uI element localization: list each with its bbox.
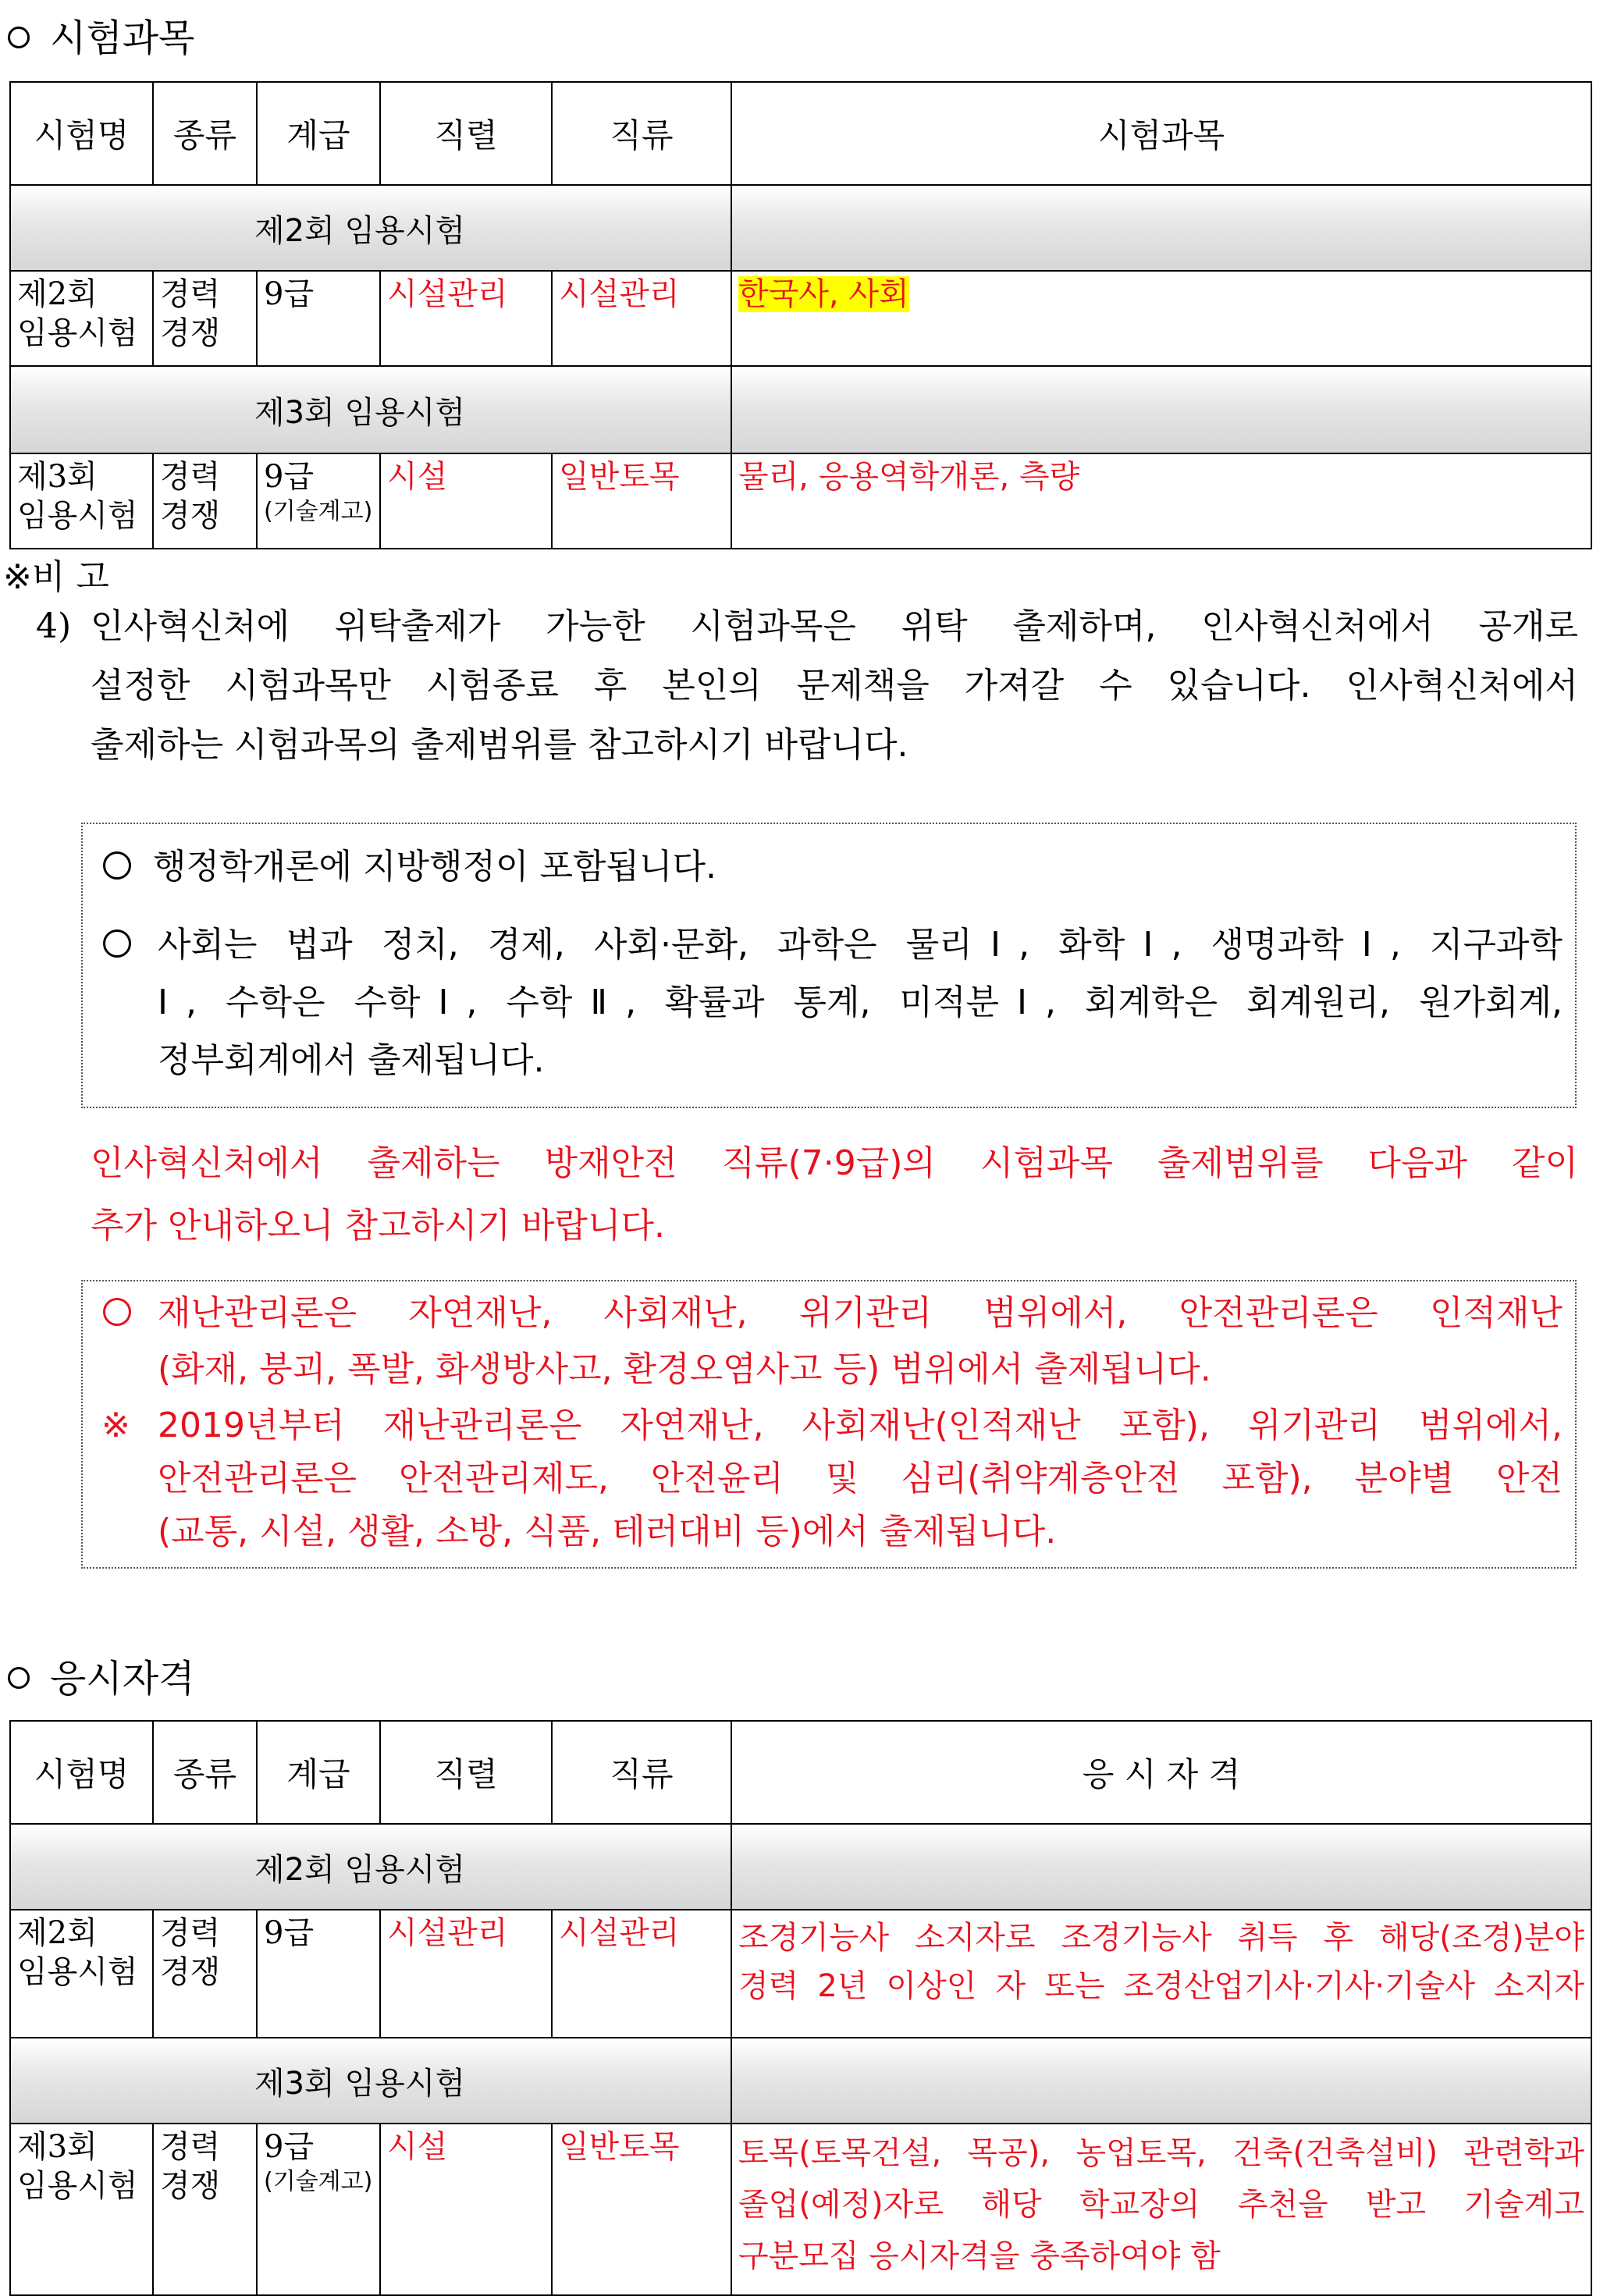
- circle-bullet-icon: [103, 921, 131, 969]
- box2-note-line-1: 2019년부터 재난관리론은 자연재난, 사회재난(인적재난 포함), 위기관리 범위에서,: [158, 1406, 1563, 1445]
- exam-name-cell: 제2회 임용시험: [10, 1910, 153, 2038]
- exam-name-cell: 제3회 임용시험: [10, 453, 153, 549]
- table-header-row: [10, 1721, 1591, 1824]
- header-exam-name: 시험명: [10, 82, 153, 185]
- box-item: 행정학개론에 지방행정이 포함됩니다.: [103, 843, 716, 891]
- branch-cell: 일반토목: [552, 453, 731, 549]
- box2-item-line-1: 재난관리론은 자연재난, 사회재난, 위기관리 범위에서, 안전관리론은 인적재난: [158, 1293, 1563, 1333]
- section-heading-subjects: [8, 8, 194, 62]
- type-cell: 경력 경쟁: [153, 2124, 257, 2295]
- header-series: 직렬: [380, 82, 552, 185]
- group-row-exam3: [10, 366, 1591, 453]
- highlighted-subjects: 한국사, 사회: [738, 276, 909, 312]
- section-title: 시험과목: [50, 16, 195, 60]
- section-heading-qualifications: [8, 1648, 194, 1702]
- group-empty-cell: [731, 185, 1591, 271]
- circle-bullet-icon: [8, 27, 30, 48]
- remark-line-3: 출제하는 시험과목의 출제범위를 참고하시기 바랍니다.: [91, 725, 908, 765]
- group-label: 제3회 임용시험: [10, 366, 731, 453]
- table-header-row: [10, 82, 1591, 185]
- table-row: [10, 2124, 1591, 2295]
- remarks-title: ※비 고: [3, 557, 109, 597]
- table-row: [10, 453, 1591, 549]
- remark-number: 4): [36, 606, 72, 646]
- notice-line-2: 추가 안내하오니 참고하시기 바랍니다.: [91, 1206, 666, 1246]
- subjects-cell: 물리, 응용역학개론, 측량: [731, 453, 1591, 549]
- series-cell: 시설관리: [380, 271, 552, 366]
- subjects-cell: [731, 271, 1591, 366]
- circle-bullet-icon: [103, 1289, 131, 1338]
- circle-bullet-icon: [8, 1667, 30, 1689]
- box-item-line-3: 정부회계에서 출제됩니다.: [158, 1040, 545, 1080]
- group-empty-cell: [731, 2038, 1591, 2124]
- type-cell: 경력 경쟁: [153, 453, 257, 549]
- grade-cell: 9급: [257, 271, 380, 366]
- section-title: 응시자격: [50, 1657, 195, 1701]
- group-empty-cell: [731, 366, 1591, 453]
- series-cell: 시설: [380, 2124, 552, 2295]
- qualification-cell: 토목(토목건설, 목공), 농업토목, 건축(건축설비) 관련학과 졸업(예정)자로 해당 학교장의 추천을 받고 기술계고 구분모집 응시자격을 충족하여야 함: [731, 2124, 1591, 2295]
- notice-line-1: 인사혁신처에서 출제하는 방재안전 직류(7·9급)의 시험과목 출제범위를 다음과 같이: [91, 1143, 1578, 1183]
- table-row: [10, 271, 1591, 366]
- type-cell: 경력 경쟁: [153, 271, 257, 366]
- branch-cell: 일반토목: [552, 2124, 731, 2295]
- box2-note-line-2: 안전관리론은 안전관리제도, 안전윤리 및 심리(취약계층안전 포함), 분야별 안전: [158, 1459, 1563, 1498]
- header-branch: 직류: [552, 82, 731, 185]
- box2-note-line-3: (교통, 시설, 생활, 소방, 식품, 테러대비 등)에서 출제됩니다.: [158, 1512, 1057, 1551]
- subjects-table: [9, 81, 1592, 549]
- header-series: 직렬: [380, 1721, 552, 1824]
- branch-cell: 시설관리: [552, 271, 731, 366]
- remark-line-2: 설정한 시험과목만 시험종료 후 본인의 문제책을 가져갈 수 있습니다. 인사혁신처에서: [91, 666, 1579, 706]
- series-cell: 시설: [380, 453, 552, 549]
- qualification-cell: 조경기능사 소지자로 조경기능사 취득 후 해당(조경)분야 경력 2년 이상인 자 또는 조경산업기사·기사·기술사 소지자: [731, 1910, 1591, 2038]
- header-exam-name: 시험명: [10, 1721, 153, 1824]
- header-branch: 직류: [552, 1721, 731, 1824]
- box-item-line-2: Ⅰ, 수학은 수학Ⅰ, 수학Ⅱ, 확률과 통계, 미적분Ⅰ, 회계학은 회계원리, 원가회계,: [158, 983, 1563, 1022]
- header-qualifications: 응 시 자 격: [731, 1721, 1591, 1824]
- group-label: 제2회 임용시험: [10, 185, 731, 271]
- group-empty-cell: [731, 1824, 1591, 1910]
- grade-cell: 9급: [257, 1910, 380, 2038]
- table-row: [10, 1910, 1591, 2038]
- group-row-exam3: [10, 2038, 1591, 2124]
- branch-cell: 시설관리: [552, 1910, 731, 2038]
- remark-line-1: 인사혁신처에 위탁출제가 가능한 시험과목은 위탁 출제하며, 인사혁신처에서 공개로: [91, 606, 1578, 646]
- header-type: 종류: [153, 1721, 257, 1824]
- circle-bullet-icon: [103, 851, 131, 880]
- series-cell: 시설관리: [380, 1910, 552, 2038]
- note-mark: ※: [101, 1406, 130, 1445]
- grade-cell: 9급 (기술계고): [257, 2124, 380, 2295]
- header-grade: 계급: [257, 82, 380, 185]
- header-grade: 계급: [257, 1721, 380, 1824]
- grade-cell: 9급 (기술계고): [257, 453, 380, 549]
- group-row-exam2: [10, 1824, 1591, 1910]
- exam-name-cell: 제3회 임용시험: [10, 2124, 153, 2295]
- exam-name-cell: 제2회 임용시험: [10, 271, 153, 366]
- group-label: 제3회 임용시험: [10, 2038, 731, 2124]
- box2-item-line-2: (화재, 붕괴, 폭발, 화생방사고, 환경오염사고 등) 범위에서 출제됩니다.: [158, 1349, 1211, 1389]
- header-type: 종류: [153, 82, 257, 185]
- qualifications-table: [9, 1720, 1592, 2296]
- box-item-line-1: 사회는 법과 정치, 경제, 사회·문화, 과학은 물리Ⅰ, 화학Ⅰ, 생명과학Ⅰ, 지구과학: [158, 925, 1563, 965]
- type-cell: 경력 경쟁: [153, 1910, 257, 2038]
- group-row-exam2: [10, 185, 1591, 271]
- header-subjects: 시험과목: [731, 82, 1591, 185]
- group-label: 제2회 임용시험: [10, 1824, 731, 1910]
